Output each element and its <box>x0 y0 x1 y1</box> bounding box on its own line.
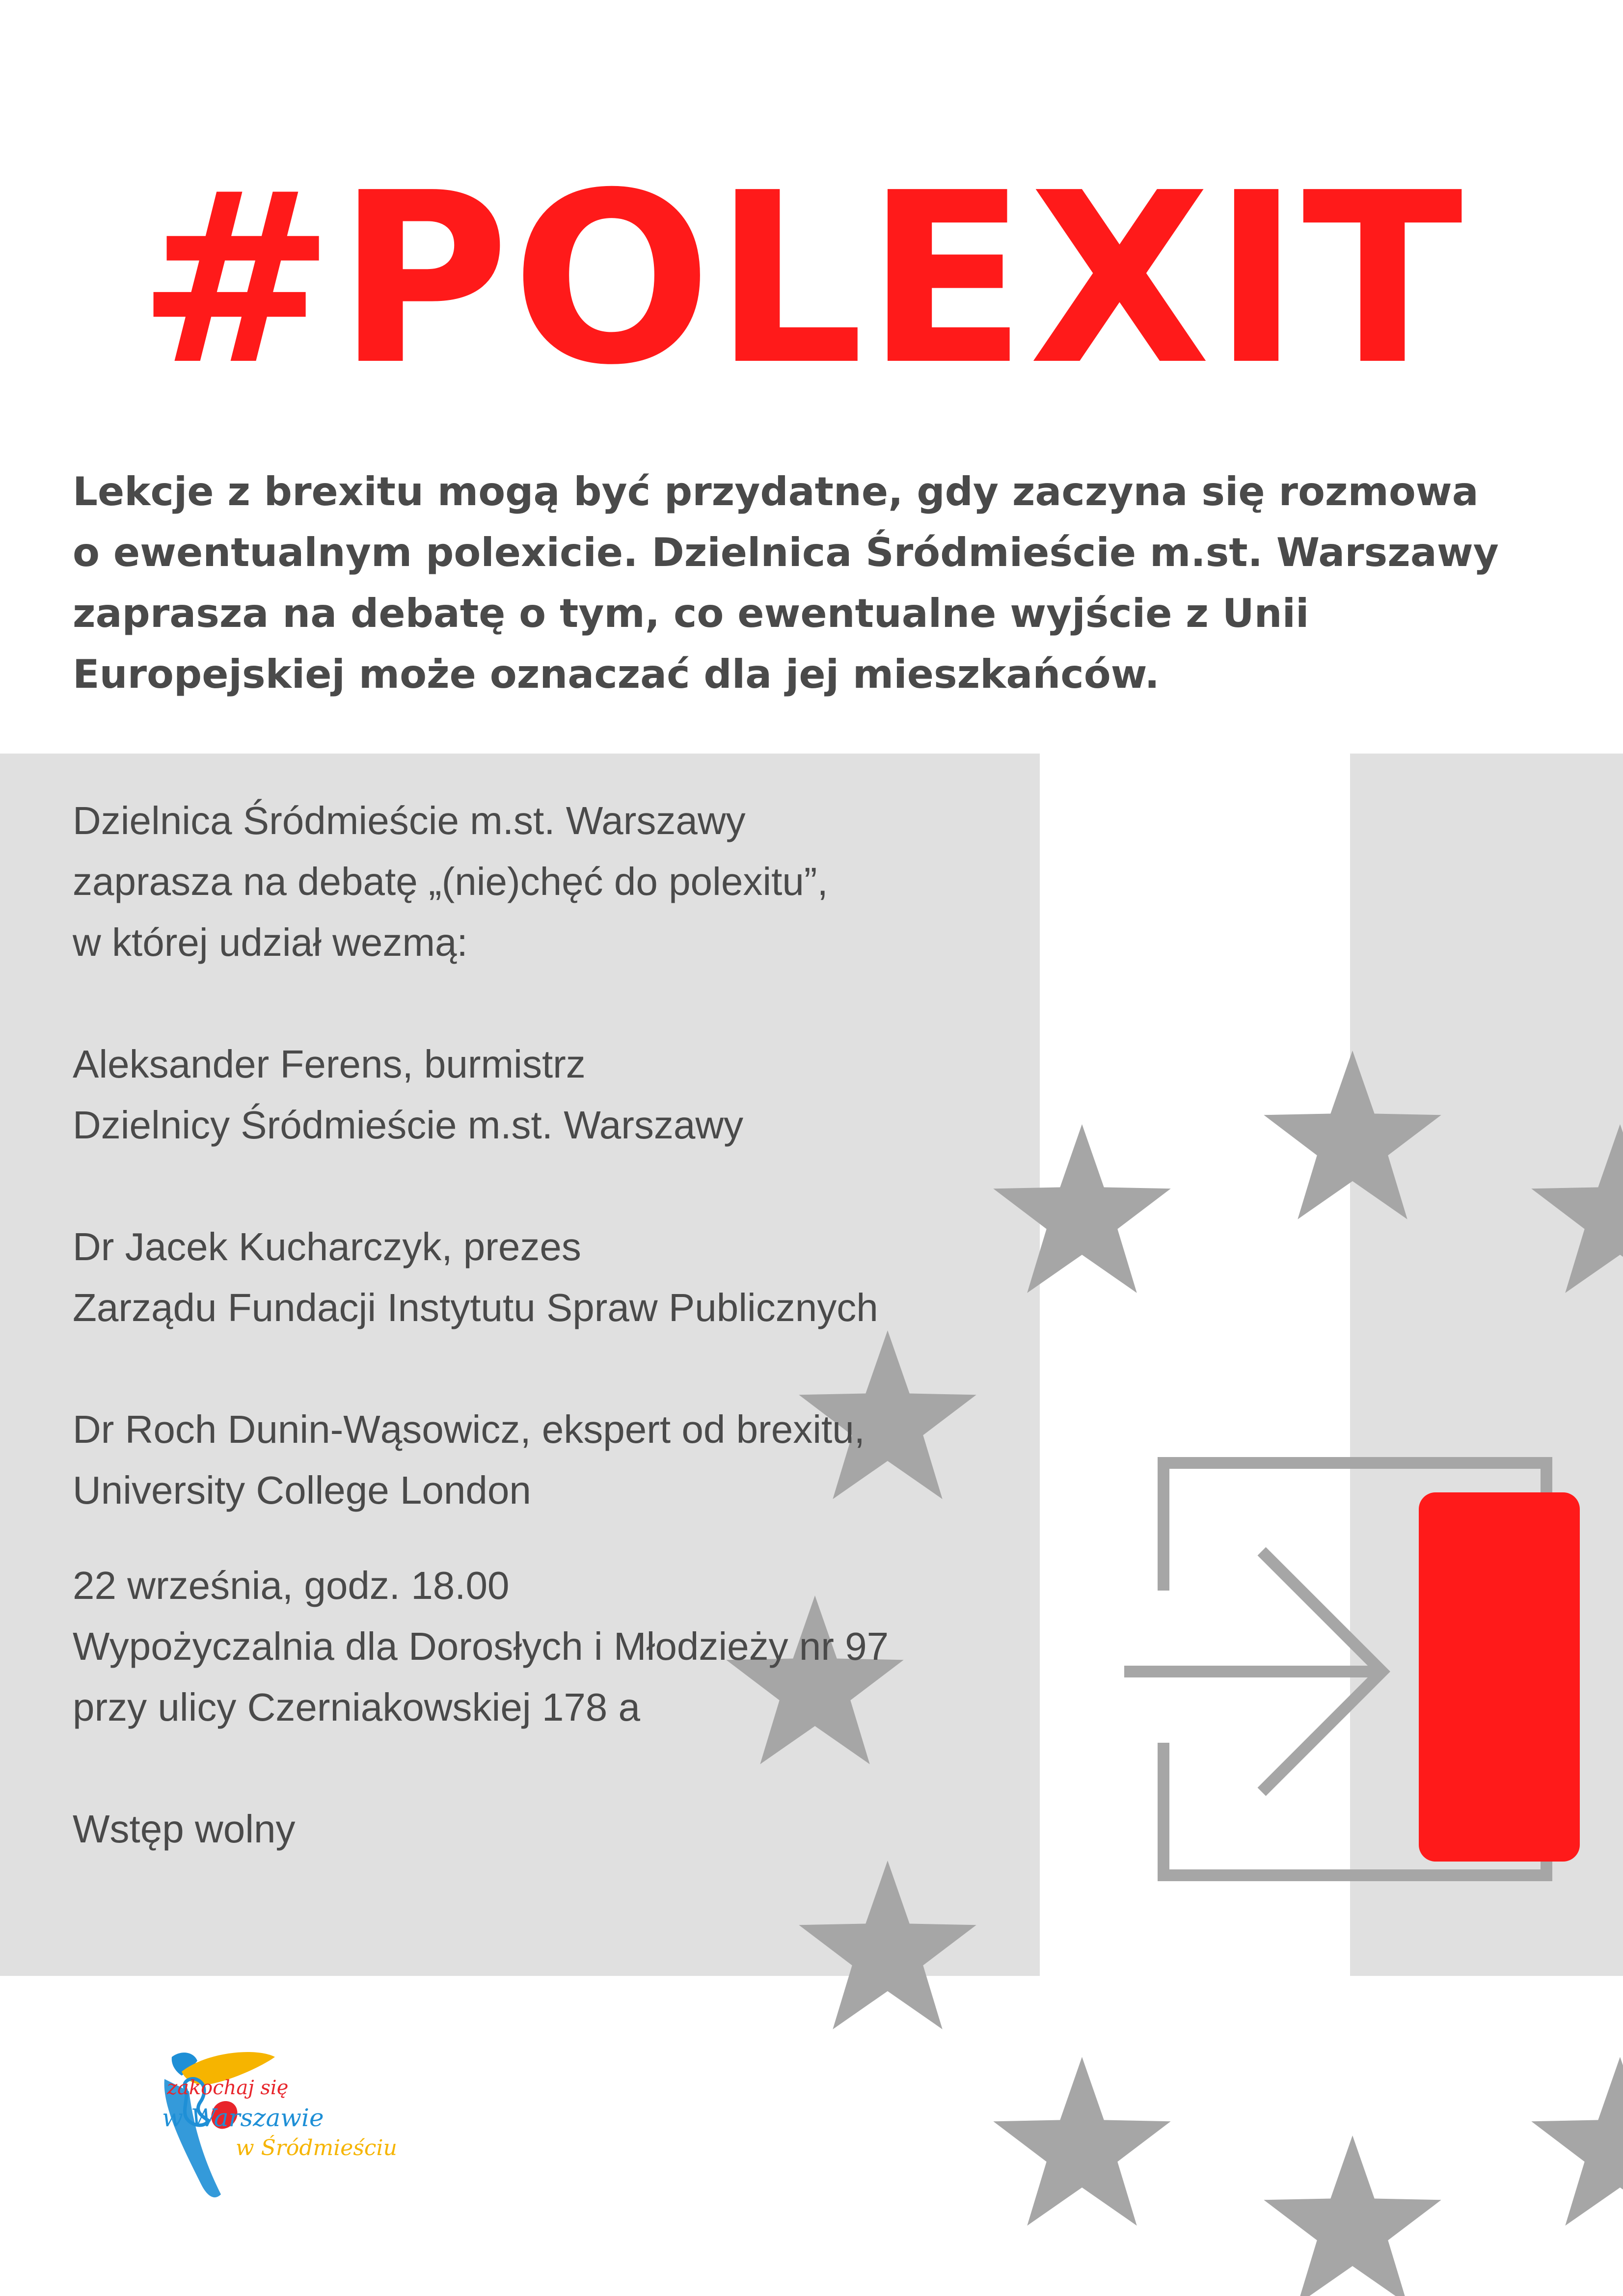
logo-line-3: w Śródmieściu <box>236 2135 397 2161</box>
event-address: przy ulicy Czerniakowskiej 178 a <box>73 1685 641 1729</box>
speaker-name: Dr Roch Dunin-Wąsowicz, ekspert od brexitu, <box>73 1407 865 1451</box>
eu-star-icon <box>1531 1124 1623 1293</box>
speaker-name: Dr Jacek Kucharczyk, prezes <box>73 1225 581 1269</box>
eu-star-icon <box>993 2057 1170 2226</box>
invitation-line: zaprasza na debatę „(nie)chęć do polexitu”, <box>73 860 828 903</box>
invitation-line: Dzielnica Śródmieście m.st. Warszawy <box>73 799 746 842</box>
speaker-name: Aleksander Ferens, burmistrz <box>73 1042 586 1086</box>
exit-door-icon <box>1109 1443 1600 1895</box>
speaker-role: University College London <box>73 1468 531 1512</box>
intro-line: o ewentualnym polexicie. Dzielnica Śródmieście m.st. Warszawy <box>73 530 1499 575</box>
logo-text <box>162 2077 422 2204</box>
event-details <box>73 790 1055 1860</box>
event-venue: Wypożyczalnia dla Dorosłych i Młodzieży nr 97 <box>73 1624 889 1668</box>
eu-star-icon <box>799 1861 976 2029</box>
speaker-role: Zarządu Fundacji Instytutu Spraw Publicznych <box>73 1286 878 1329</box>
eu-star-icon <box>1264 1051 1441 1219</box>
eu-star-icon <box>1264 2135 1441 2296</box>
event-date-time: 22 września, godz. 18.00 <box>73 1564 510 1607</box>
speaker-role: Dzielnicy Śródmieście m.st. Warszawy <box>73 1103 744 1147</box>
intro-line: Lekcje z brexitu mogą być przydatne, gdy zaczyna się rozmowa <box>73 469 1479 514</box>
invitation-line: w której udział wezmą: <box>73 920 468 964</box>
intro-line: Europejskiej może oznaczać dla jej mieszkańców. <box>73 651 1160 697</box>
logo-line-1: zakochaj się <box>167 2077 289 2099</box>
intro-line: zaprasza na debatę o tym, co ewentualne wyjście z Unii <box>73 591 1309 636</box>
eu-star-icon <box>1531 2057 1623 2226</box>
poster-title: #POLEXIT <box>137 142 1465 417</box>
logo-line-2: w Warszawie <box>162 2104 324 2132</box>
admission-info: Wstęp wolny <box>73 1807 296 1851</box>
